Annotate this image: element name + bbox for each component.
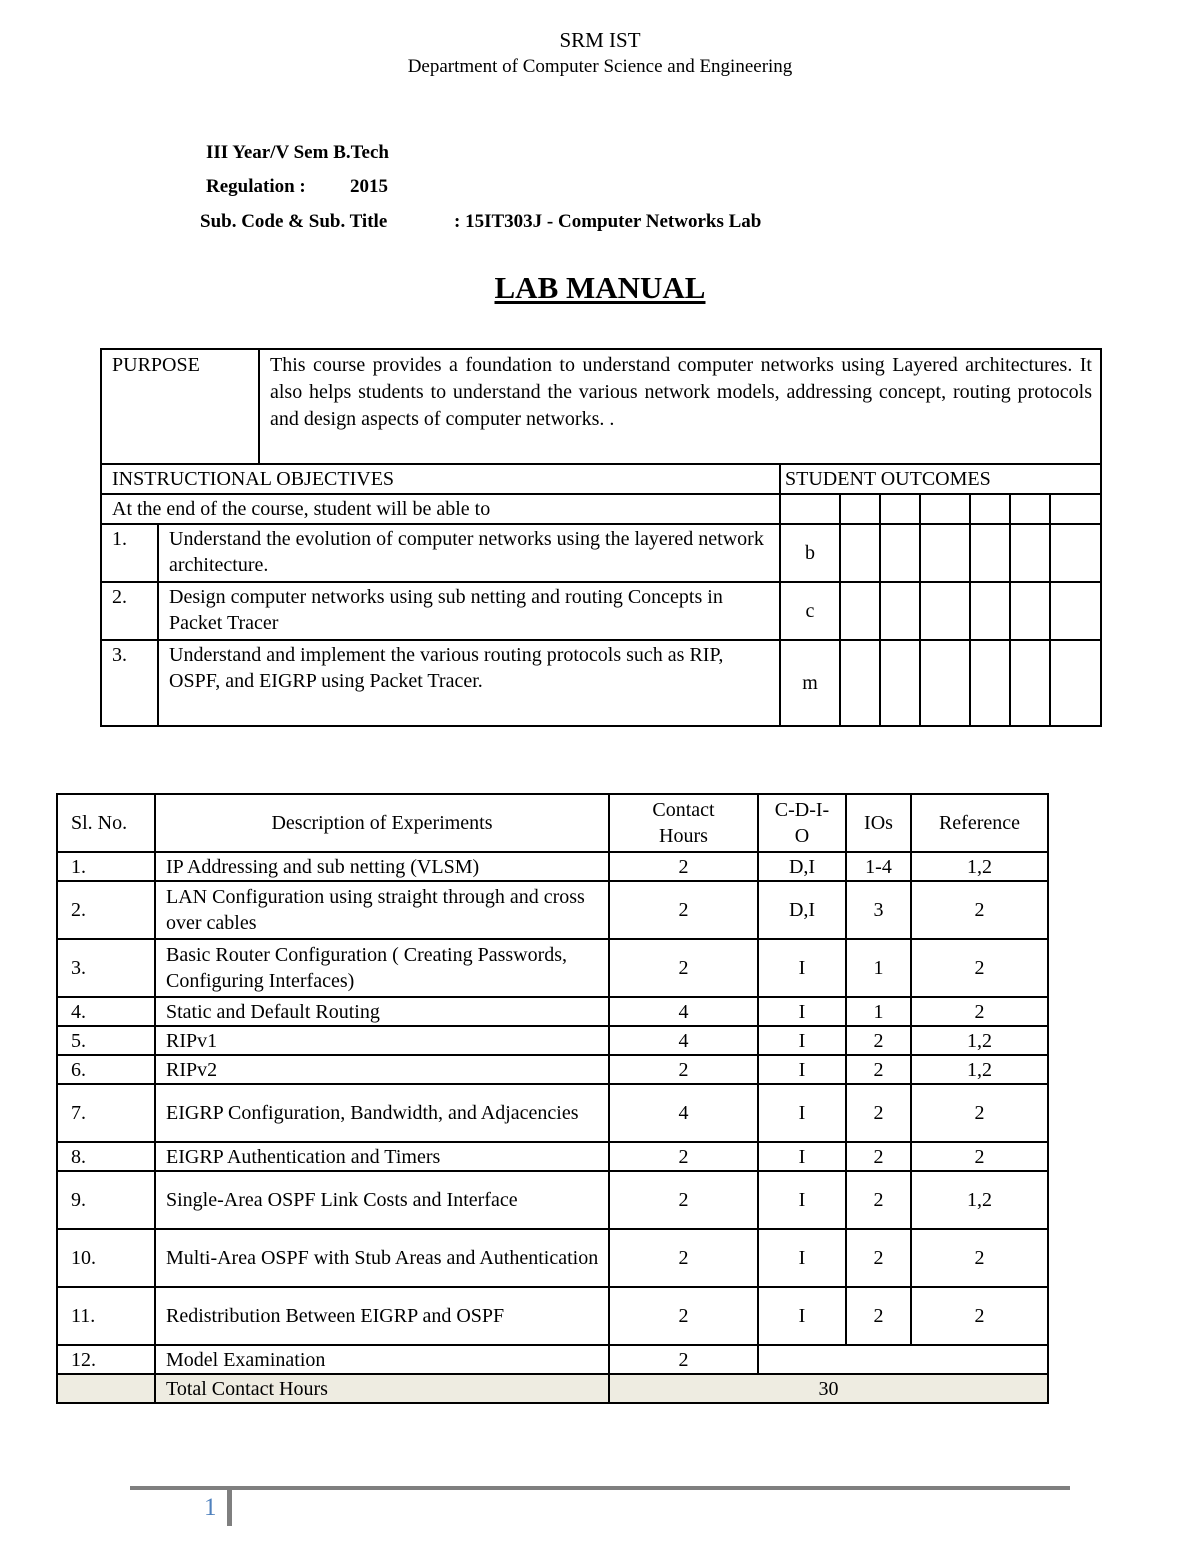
exam-contact-hours: 2	[609, 1345, 758, 1374]
regulation-label: Regulation :	[206, 176, 306, 197]
experiment-contact-hours: 2	[609, 881, 758, 939]
experiment-description: Single-Area OSPF Link Costs and Interface	[155, 1171, 609, 1229]
objectives-intro-row	[101, 494, 1101, 524]
experiment-reference: 2	[911, 1142, 1048, 1171]
experiment-sl-no: 2.	[57, 881, 155, 939]
experiment-ios: 2	[846, 1287, 911, 1345]
col-header-reference: Reference	[911, 794, 1048, 852]
total-blank-cell	[57, 1374, 155, 1403]
experiment-description: IP Addressing and sub netting (VLSM)	[155, 852, 609, 881]
experiment-description: Redistribution Between EIGRP and OSPF	[155, 1287, 609, 1345]
experiment-description: EIGRP Configuration, Bandwidth, and Adjacencies	[155, 1084, 609, 1142]
objective-number: 3.	[101, 640, 158, 726]
purpose-objectives-table	[100, 348, 1102, 727]
experiment-sl-no: 10.	[57, 1229, 155, 1287]
experiment-description: Static and Default Routing	[155, 997, 609, 1026]
year-semester: III Year/V Sem B.Tech	[206, 142, 389, 163]
department-name: Department of Computer Science and Engineering	[407, 56, 793, 77]
experiment-cdio: I	[758, 1026, 846, 1055]
experiment-cdio: I	[758, 1171, 846, 1229]
experiment-ios: 2	[846, 1026, 911, 1055]
experiment-cdio: I	[758, 1142, 846, 1171]
subject-label: Sub. Code & Sub. Title	[200, 211, 388, 232]
total-value: 30	[609, 1374, 1048, 1403]
experiment-description: RIPv2	[155, 1055, 609, 1084]
exam-row	[57, 1345, 1048, 1374]
experiment-sl-no: 8.	[57, 1142, 155, 1171]
experiment-contact-hours: 2	[609, 1229, 758, 1287]
experiment-ios: 2	[846, 1084, 911, 1142]
experiment-contact-hours: 2	[609, 939, 758, 997]
objective-text: Understand the evolution of computer networks using the layered network architecture.	[158, 524, 780, 582]
total-row	[57, 1374, 1048, 1403]
experiment-row	[57, 881, 1048, 939]
experiments-table	[56, 793, 1049, 1404]
experiment-contact-hours: 2	[609, 1055, 758, 1084]
page-title: LAB MANUAL	[494, 270, 706, 305]
experiment-reference: 1,2	[911, 852, 1048, 881]
regulation-value: 2015	[350, 176, 388, 197]
experiment-ios: 2	[846, 1142, 911, 1171]
objectives-header-row	[101, 464, 1101, 494]
outcomes-header: STUDENT OUTCOMES	[780, 464, 1101, 494]
experiment-description: Multi-Area OSPF with Stub Areas and Authentication	[155, 1229, 609, 1287]
experiment-cdio: I	[758, 1287, 846, 1345]
experiment-ios: 2	[846, 1229, 911, 1287]
experiment-row	[57, 1229, 1048, 1287]
experiment-cdio: I	[758, 939, 846, 997]
experiment-row	[57, 1142, 1048, 1171]
objective-number: 1.	[101, 524, 158, 582]
experiments-header-row	[57, 794, 1048, 852]
experiment-row	[57, 997, 1048, 1026]
experiment-sl-no: 1.	[57, 852, 155, 881]
purpose-row	[101, 349, 1101, 464]
institution-name: SRM IST	[559, 28, 641, 52]
experiment-cdio: D,I	[758, 881, 846, 939]
experiment-contact-hours: 4	[609, 997, 758, 1026]
student-outcome: m	[780, 640, 840, 726]
experiment-description: RIPv1	[155, 1026, 609, 1055]
experiment-contact-hours: 2	[609, 852, 758, 881]
total-label: Total Contact Hours	[155, 1374, 609, 1403]
objective-row	[101, 582, 1101, 640]
exam-description: Model Examination	[155, 1345, 609, 1374]
experiment-row	[57, 1055, 1048, 1084]
objective-text: Understand and implement the various routing protocols such as RIP, OSPF, and EIGRP using Packet Tracer.	[158, 640, 780, 726]
page-number: 1	[204, 1494, 217, 1521]
experiment-sl-no: 3.	[57, 939, 155, 997]
objective-number: 2.	[101, 582, 158, 640]
experiment-ios: 1	[846, 939, 911, 997]
experiment-sl-no: 4.	[57, 997, 155, 1026]
experiment-sl-no: 11.	[57, 1287, 155, 1345]
experiment-description: EIGRP Authentication and Timers	[155, 1142, 609, 1171]
col-header-cdio: C-D-I-O	[758, 794, 846, 852]
experiment-ios: 1-4	[846, 852, 911, 881]
experiment-sl-no: 5.	[57, 1026, 155, 1055]
experiment-sl-no: 9.	[57, 1171, 155, 1229]
objective-row	[101, 524, 1101, 582]
experiment-ios: 1	[846, 997, 911, 1026]
experiment-row	[57, 1084, 1048, 1142]
exam-blank-cell	[758, 1345, 1048, 1374]
experiment-reference: 2	[911, 1084, 1048, 1142]
exam-sl-no: 12.	[57, 1345, 155, 1374]
experiment-ios: 2	[846, 1171, 911, 1229]
experiment-cdio: I	[758, 1229, 846, 1287]
experiment-contact-hours: 2	[609, 1142, 758, 1171]
experiment-sl-no: 6.	[57, 1055, 155, 1084]
experiment-reference: 1,2	[911, 1026, 1048, 1055]
experiment-contact-hours: 4	[609, 1026, 758, 1055]
experiment-row	[57, 1287, 1048, 1345]
experiment-row	[57, 1171, 1048, 1229]
experiment-cdio: I	[758, 997, 846, 1026]
experiment-reference: 1,2	[911, 1055, 1048, 1084]
student-outcome: b	[780, 524, 840, 582]
experiment-ios: 2	[846, 1055, 911, 1084]
experiment-contact-hours: 4	[609, 1084, 758, 1142]
col-header-ios: IOs	[846, 794, 911, 852]
col-header-sl-no: Sl. No.	[57, 794, 155, 852]
objectives-intro: At the end of the course, student will be able to	[101, 494, 780, 524]
objective-text: Design computer networks using sub netting and routing Concepts in Packet Tracer	[158, 582, 780, 640]
purpose-label: PURPOSE	[101, 349, 259, 464]
experiment-ios: 3	[846, 881, 911, 939]
experiment-contact-hours: 2	[609, 1171, 758, 1229]
experiment-description: Basic Router Configuration ( Creating Passwords, Configuring Interfaces)	[155, 939, 609, 997]
experiment-contact-hours: 2	[609, 1287, 758, 1345]
experiment-reference: 2	[911, 881, 1048, 939]
experiment-reference: 1,2	[911, 1171, 1048, 1229]
experiment-row	[57, 852, 1048, 881]
objectives-header: INSTRUCTIONAL OBJECTIVES	[101, 464, 780, 494]
experiment-reference: 2	[911, 1287, 1048, 1345]
subject-value: : 15IT303J - Computer Networks Lab	[454, 211, 762, 232]
experiment-reference: 2	[911, 1229, 1048, 1287]
experiment-description: LAN Configuration using straight through and cross over cables	[155, 881, 609, 939]
objective-row	[101, 640, 1101, 726]
col-header-contact-hours: Contact Hours	[609, 794, 758, 852]
experiment-reference: 2	[911, 939, 1048, 997]
experiment-reference: 2	[911, 997, 1048, 1026]
experiment-cdio: D,I	[758, 852, 846, 881]
experiment-cdio: I	[758, 1084, 846, 1142]
experiment-row	[57, 939, 1048, 997]
footer-rule	[130, 1486, 1070, 1490]
col-header-description: Description of Experiments	[155, 794, 609, 852]
purpose-text: This course provides a foundation to understand computer networks using Layered architectures. It also helps students to understand the various network models, addressing concept, routing protocols and design aspects of computer networks. .	[259, 349, 1101, 464]
experiment-row	[57, 1026, 1048, 1055]
experiment-sl-no: 7.	[57, 1084, 155, 1142]
experiment-cdio: I	[758, 1055, 846, 1084]
footer-page-divider	[227, 1490, 232, 1526]
student-outcome: c	[780, 582, 840, 640]
